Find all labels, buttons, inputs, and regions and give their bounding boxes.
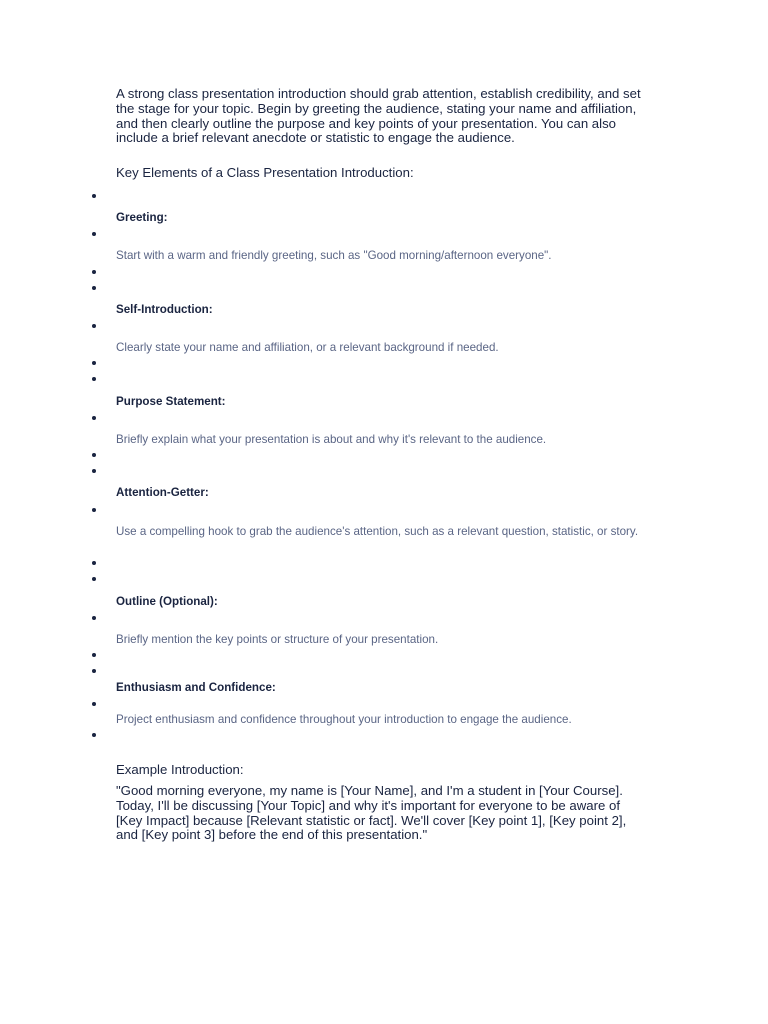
list-bullet [90, 284, 98, 292]
list-bullet [90, 506, 98, 514]
list-bullet [90, 375, 98, 383]
item-title-enthusiasm: Enthusiasm and Confidence: [116, 681, 276, 694]
list-bullet [90, 614, 98, 622]
list-bullet [90, 700, 98, 708]
list-bullet [90, 575, 98, 583]
list-bullet [90, 322, 98, 330]
example-paragraph: "Good morning everyone, my name is [Your Name], and I'm a student in [Your Course]. Today, I'll be discussing [Your Topic] and why it's important for everyone to be aware of [Key Impact] because [Relevant statistic or fact]. We'll cover [Key point 1], [Key point 2], and [Key point 3] before the end of this presentation." [116, 783, 627, 843]
list-bullet [90, 268, 98, 276]
list-bullet [90, 359, 98, 367]
item-description-outline: Briefly mention the key points or structure of your presentation. [116, 633, 439, 646]
list-bullet [90, 230, 98, 238]
item-description-attention-getter: Use a compelling hook to grab the audience's attention, such as a relevant question, statistic, or story. [116, 525, 639, 538]
intro-paragraph: A strong class presentation introduction should grab attention, establish credibility, and set the stage for your topic. Begin by greeting the audience, stating your name and affiliation, and then clearly outline the purpose and key points of your presentation. You can also include a brief relevant anecdote or statistic to engage the audience. [116, 86, 641, 146]
item-title-greeting: Greeting: [116, 211, 168, 224]
list-bullet [90, 451, 98, 459]
list-bullet [90, 731, 98, 739]
item-title-attention-getter: Attention-Getter: [116, 486, 209, 499]
key-elements-heading: Key Elements of a Class Presentation Introduction: [116, 165, 414, 180]
item-title-outline: Outline (Optional): [116, 595, 218, 608]
item-description-self-introduction: Clearly state your name and affiliation, or a relevant background if needed. [116, 341, 499, 354]
list-bullet [90, 414, 98, 422]
item-description-purpose-statement: Briefly explain what your presentation is about and why it's relevant to the audience. [116, 433, 547, 446]
list-bullet [90, 559, 98, 567]
item-title-self-introduction: Self-Introduction: [116, 303, 213, 316]
list-bullet [90, 192, 98, 200]
item-description-enthusiasm: Project enthusiasm and confidence throughout your introduction to engage the audience. [116, 713, 572, 726]
item-description-greeting: Start with a warm and friendly greeting, such as "Good morning/afternoon everyone". [116, 249, 552, 262]
list-bullet [90, 651, 98, 659]
list-bullet [90, 667, 98, 675]
list-bullet [90, 467, 98, 475]
item-title-purpose-statement: Purpose Statement: [116, 395, 226, 408]
example-heading: Example Introduction: [116, 762, 244, 777]
